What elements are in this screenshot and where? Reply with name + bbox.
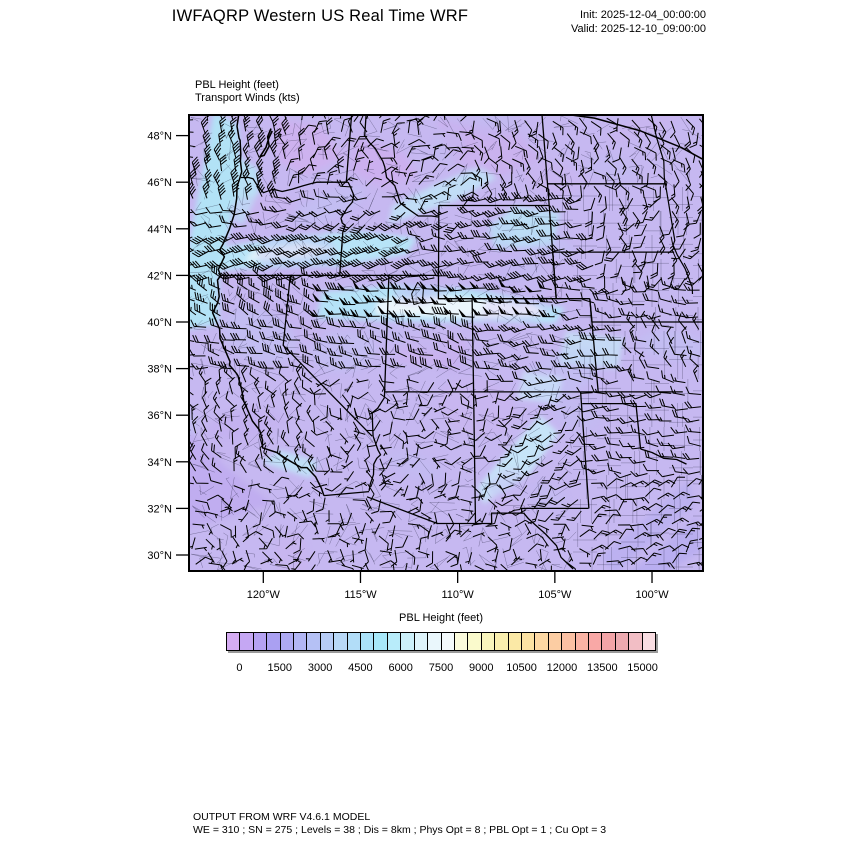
lat-tick-label: 30°N (147, 550, 172, 562)
colorbar-segment (576, 633, 589, 650)
colorbar-segment (616, 633, 629, 650)
colorbar-segment (227, 633, 240, 650)
colorbar-segment (281, 633, 294, 650)
colorbar-tick-label: 6000 (388, 662, 413, 674)
lat-tick-label: 46°N (147, 177, 172, 190)
field-label-winds: Transport Winds (kts) (195, 92, 300, 104)
lat-tick-label: 44°N (147, 223, 172, 236)
colorbar-segment (468, 633, 481, 650)
map-layers (141, 103, 720, 585)
lat-tick-label: 48°N (147, 130, 172, 143)
colorbar-segment (535, 633, 548, 650)
colorbar-segment (482, 633, 495, 650)
colorbar-segment (602, 633, 615, 650)
colorbar-segment (629, 633, 642, 650)
colorbar-tick-label: 12000 (546, 662, 578, 674)
footer-line1: OUTPUT FROM WRF V4.6.1 MODEL (193, 811, 371, 823)
colorbar (226, 632, 656, 651)
valid-time: Valid: 2025-12-10_09:00:00 (571, 22, 706, 35)
colorbar-segment (307, 633, 320, 650)
lon-tick-label: 115°W (344, 589, 377, 601)
colorbar-tick-label: 1500 (267, 662, 293, 674)
colorbar-segment (495, 633, 508, 650)
colorbar-tick-label: 10500 (506, 662, 537, 674)
lat-tick-label: 38°N (147, 363, 172, 376)
map-plot-area (140, 103, 720, 608)
colorbar-segment (401, 633, 414, 650)
colorbar-segment (334, 633, 347, 650)
colorbar-segment (549, 633, 562, 650)
colorbar-segment (321, 633, 334, 650)
colorbar-segment (388, 633, 401, 650)
colorbar-segment (240, 633, 253, 650)
colorbar-tick-label: 7500 (428, 662, 454, 674)
field-label-pbl: PBL Height (feet) (195, 79, 279, 91)
colorbar-tick-label: 9000 (469, 662, 494, 674)
colorbar-segment (254, 633, 267, 650)
colorbar-segment (267, 633, 280, 650)
lon-tick-label: 100°W (635, 589, 669, 601)
colorbar-segment (294, 633, 307, 650)
colorbar-title: PBL Height (feet) (399, 612, 483, 624)
colorbar-segment (589, 633, 602, 650)
colorbar-segment (643, 633, 655, 650)
lon-tick-label: 105°W (538, 589, 572, 601)
footer-line2: WE = 310 ; SN = 275 ; Levels = 38 ; Dis = 8km ; Phys Opt = 8 ; PBL Opt = 1 ; Cu Opt = 3 (193, 824, 607, 836)
lon-tick-label: 120°W (246, 589, 280, 601)
colorbar-segment (455, 633, 468, 650)
colorbar-tick-label: 0 (236, 662, 243, 674)
field-labels (195, 79, 300, 105)
init-time: Init: 2025-12-04_00:00:00 (580, 9, 706, 21)
colorbar-tick-label: 4500 (348, 662, 373, 674)
colorbar-segment (374, 633, 387, 650)
colorbar-segment (522, 633, 535, 650)
lat-tick-label: 40°N (147, 317, 172, 329)
colorbar-segment (428, 633, 441, 650)
lat-tick-label: 34°N (147, 456, 172, 469)
colorbar-tick-label: 15000 (627, 662, 658, 674)
lat-tick-label: 42°N (147, 270, 172, 283)
colorbar-segment (509, 633, 522, 650)
lon-tick-label: 110°W (441, 589, 474, 601)
lat-tick-label: 32°N (147, 503, 172, 516)
colorbar-tick-labels (226, 662, 656, 676)
colorbar-tick-label: 13500 (587, 662, 618, 674)
colorbar-tick-label: 3000 (307, 662, 333, 674)
colorbar-segment (361, 633, 374, 650)
lat-tick-label: 36°N (147, 410, 172, 423)
model-footer (193, 811, 606, 837)
colorbar-segment (442, 633, 455, 650)
colorbar-segment (562, 633, 575, 650)
wrf-map (140, 103, 720, 608)
run-times (430, 9, 706, 36)
page-title: IWFAQRP Western US Real Time WRF (171, 7, 469, 25)
colorbar-segment (415, 633, 428, 650)
colorbar-segment (348, 633, 361, 650)
